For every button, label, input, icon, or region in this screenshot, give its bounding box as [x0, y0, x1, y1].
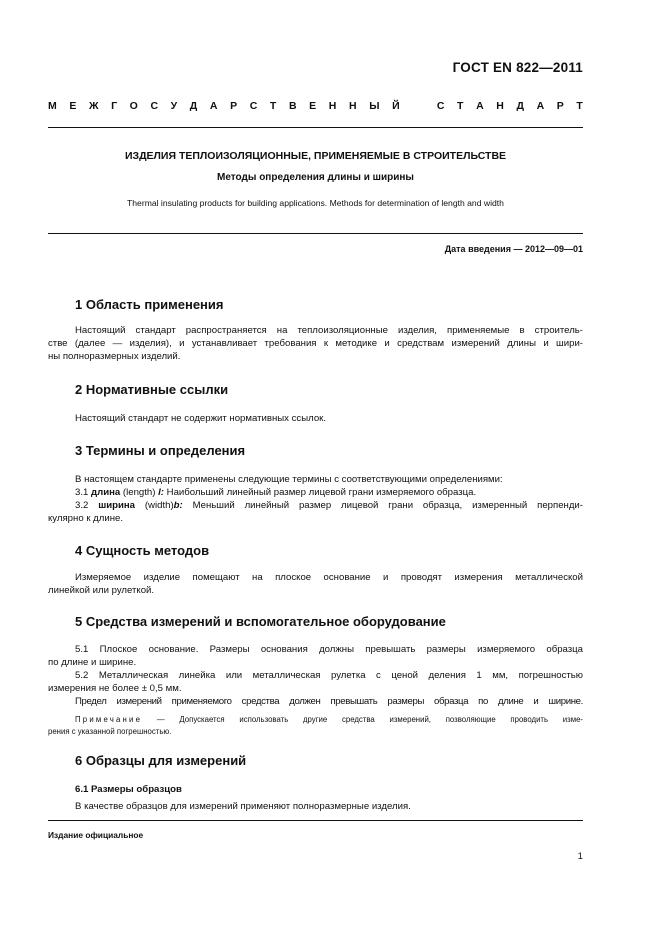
interstate-letter: А	[209, 100, 218, 112]
top-rule	[48, 127, 583, 128]
title-rule	[48, 233, 583, 234]
section-3-intro: В настоящем стандарте применены следующие термины с соответствующими определениями:	[75, 474, 503, 485]
interstate-letter: Р	[230, 100, 238, 112]
section-1-line-1: Настоящий стандарт распространяется на теплоизоляционные изделия, применяемые в строитель-	[75, 325, 583, 336]
document-title: ИЗДЕЛИЯ ТЕПЛОИЗОЛЯЦИОННЫЕ, ПРИМЕНЯЕМЫЕ В СТРОИТЕЛЬСТВЕ	[124, 150, 507, 162]
term-3-1-number: 3.1	[75, 487, 89, 498]
interstate-letter: А	[536, 100, 545, 112]
section-4-heading: 4 Сущность методов	[75, 543, 210, 558]
note-text-2: рения с указанной погрешностью.	[48, 727, 172, 736]
interstate-letter: В	[288, 100, 297, 112]
section-6-1-heading: 6.1 Размеры образцов	[75, 784, 182, 795]
section-3-heading: 3 Термины и определения	[75, 443, 246, 458]
english-title: Thermal insulating products for building applications. Methods for determination of length and width	[127, 198, 504, 208]
term-3-2-number: 3.2	[75, 500, 89, 511]
official-edition-label: Издание официальное	[48, 830, 144, 840]
interstate-letter: Н	[348, 100, 357, 112]
section-5-heading: 5 Средства измерений и вспомогательное оборудование	[75, 614, 446, 629]
gost-number: ГОСТ EN 822—2011	[452, 60, 583, 75]
interstate-letter: Г	[111, 100, 118, 112]
interstate-standard-label	[48, 100, 583, 112]
term-3-1-symbol: l:	[158, 487, 164, 498]
section-2-line-1: Настоящий стандарт не содержит нормативных ссылок.	[75, 413, 327, 424]
term-3-1-definition: Наибольший линейный размер лицевой грани измеряемого образца.	[166, 487, 477, 498]
term-3-2	[75, 500, 583, 513]
interstate-letter: О	[129, 100, 138, 112]
term-3-2-symbol: b:	[173, 500, 183, 511]
interstate-letter: С	[150, 100, 159, 112]
interstate-letter: Е	[69, 100, 77, 112]
term-3-2-continuation: кулярно к длине.	[48, 513, 124, 524]
section-5-2-line-2: измерения не более ± 0,5 мм.	[48, 683, 182, 694]
section-6-heading: 6 Образцы для измерений	[75, 753, 247, 768]
term-3-1	[75, 487, 583, 500]
term-3-2-definition: Меньший линейный размер лицевой грани образца, измеренный перпенди-	[192, 500, 583, 511]
interstate-letter: Р	[556, 100, 564, 112]
document-subtitle: Методы определения длины и ширины	[217, 172, 414, 183]
interstate-gap	[412, 100, 424, 112]
term-3-1-term: длина	[91, 487, 121, 498]
section-1-line-3: ны полноразмерных изделий.	[48, 351, 181, 362]
interstate-letter: Н	[328, 100, 337, 112]
interstate-letter: Т	[576, 100, 583, 112]
interstate-letter: Н	[496, 100, 504, 112]
section-2-heading: 2 Нормативные ссылки	[75, 382, 229, 397]
section-5-1-line-1: 5.1 Плоское основание. Размеры основания должны превышать размеры измеряемого образца	[75, 644, 583, 655]
interstate-letter: А	[476, 100, 484, 112]
interstate-letter: Т	[269, 100, 277, 112]
section-4-line-1: Измеряемое изделие помещают на плоское основание и проводят измерения металлической	[75, 572, 583, 583]
interstate-letter: Д	[189, 100, 198, 112]
interstate-letter: С	[436, 100, 445, 112]
term-3-2-english: (width)	[144, 500, 174, 511]
interstate-letter: Е	[309, 100, 317, 112]
interstate-letter: Т	[457, 100, 464, 112]
interstate-letter: С	[249, 100, 258, 112]
introduction-date: Дата введения — 2012—09—01	[444, 244, 583, 254]
note-text-1: — Допускается использовать другие средства измерений, позволяющие проводить изме-	[156, 715, 583, 724]
section-1-line-2: стве (далее — изделия), и устанавливает требования к методике и средствам измерений длины и шири-	[48, 338, 583, 349]
section-6-1-line-1: В качестве образцов для измерений применяют полноразмерные изделия.	[75, 801, 411, 812]
section-4-line-2: линейкой или рулеткой.	[48, 585, 155, 596]
interstate-letter: Д	[516, 100, 524, 112]
interstate-letter: М	[48, 100, 57, 112]
section-5-1-line-2: по длине и ширине.	[48, 657, 137, 668]
footer-rule	[48, 820, 583, 821]
interstate-letter: Ы	[369, 100, 380, 112]
note-label: Примечание	[75, 715, 143, 724]
section-1-heading: 1 Область применения	[75, 297, 224, 312]
page-number: 1	[577, 851, 583, 862]
interstate-letter: Й	[392, 100, 400, 112]
interstate-letter: Ж	[88, 100, 99, 112]
term-3-2-term: ширина	[98, 500, 135, 511]
section-5-2-line-1: 5.2 Металлическая линейка или металлическая рулетка с ценой деления 1 мм, погрешностью	[75, 670, 583, 681]
note	[75, 714, 583, 726]
term-3-1-english: (length)	[122, 487, 156, 498]
interstate-letter: У	[170, 100, 178, 112]
section-5-measurement-limit: Предел измерений применяемого средства должен превышать размеры образца по длине и ширине.	[75, 696, 583, 707]
